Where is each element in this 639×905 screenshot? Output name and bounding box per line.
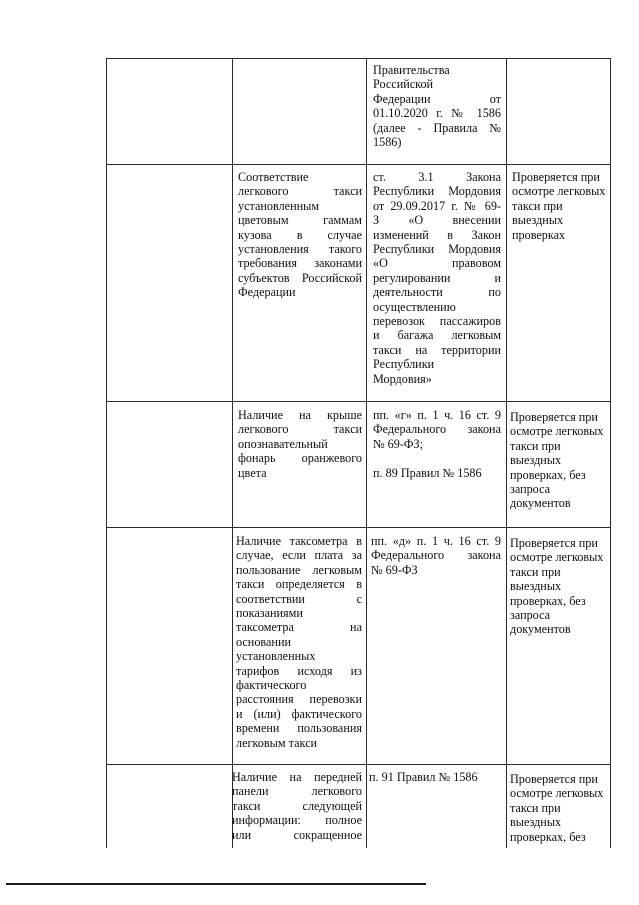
text-line: кузова в случае <box>238 227 362 242</box>
text-line: Республики Мордовия <box>373 242 501 257</box>
table-border-top <box>106 58 611 59</box>
text-line: времени пользования <box>236 721 362 736</box>
text-line: такси при <box>510 564 561 579</box>
row5-criterion <box>232 770 362 842</box>
row3-method <box>510 410 608 511</box>
page-bottom-rule <box>6 883 426 885</box>
text-line: документов <box>510 622 571 637</box>
text-line: перевозок пассажиров <box>373 314 501 329</box>
text-line: установленных <box>236 649 316 664</box>
text-line: З «О внесении <box>373 213 501 228</box>
text-line: 1586) <box>373 135 402 150</box>
row2-criterion <box>238 170 362 300</box>
text-line: выездных <box>510 815 562 830</box>
text-line: Проверяется при <box>512 170 600 184</box>
text-line: и (или) фактического <box>236 706 362 721</box>
row-divider-3 <box>106 527 611 528</box>
row-divider-2 <box>106 401 611 402</box>
text-line: п. 89 Правил № 1586 <box>373 465 482 480</box>
text-line: Наличие на передней <box>232 770 362 784</box>
text-line: информации: полное <box>232 813 362 828</box>
text-line: Федерации <box>238 285 296 300</box>
text-line: субъектов Российской <box>238 270 362 285</box>
text-line: или сокращенное <box>232 827 362 842</box>
text-line: 01.10.2020 г. № 1586 <box>373 106 501 121</box>
text-line: Проверяется при <box>510 772 598 786</box>
row-divider-4 <box>106 764 611 765</box>
text-line: показаниями <box>236 606 303 621</box>
text-line: установленным <box>238 198 320 213</box>
text-line: Российской <box>373 77 434 92</box>
text-line: регулировании и <box>373 270 501 285</box>
text-line: цветовым гаммам <box>238 213 362 228</box>
text-line: Федерального закона <box>373 422 501 437</box>
text-line: Республики <box>373 357 435 372</box>
text-line: Республики Мордовия <box>373 184 501 199</box>
text-line: таксометра на <box>236 620 362 635</box>
text-line: основании <box>236 634 291 649</box>
text-line: расстояния перевозки <box>236 692 362 707</box>
row2-method <box>512 170 608 242</box>
text-line: осмотре легковых <box>512 184 606 199</box>
text-line: № 69-ФЗ <box>371 562 418 577</box>
text-line: Проверяется при <box>510 536 598 550</box>
text-line: проверках <box>512 227 566 242</box>
text-line: случае, если плата за <box>236 548 362 563</box>
text-line: деятельности по <box>373 285 501 300</box>
text-line: п. 91 Правил № 1586 <box>369 770 478 784</box>
text-line: такси при <box>510 438 561 453</box>
text-line: выездных <box>512 213 564 228</box>
text-line: такси при <box>510 800 561 815</box>
row3-legal-basis <box>373 408 501 480</box>
text-line: такси определяется в <box>236 577 362 592</box>
text-line: проверках, без <box>510 593 586 608</box>
text-line: запроса <box>510 482 551 497</box>
text-line: пп. «д» п. 1 ч. 16 ст. 9 <box>371 534 501 548</box>
text-line: Федерального закона <box>371 548 501 563</box>
text-line: осмотре легковых <box>510 424 604 439</box>
text-line: проверках, без <box>510 467 586 482</box>
text-line: осмотре легковых <box>510 550 604 565</box>
table-border-col2 <box>366 58 367 848</box>
text-line: требования законами <box>238 256 362 271</box>
text-line: соответствии с <box>236 591 362 606</box>
row2-legal-basis <box>373 170 501 386</box>
text-line: от 29.09.2017 г. № 69- <box>373 198 501 213</box>
text-line: пп. «г» п. 1 ч. 16 ст. 9 <box>373 408 501 422</box>
row3-criterion <box>238 408 362 480</box>
text-line: Правительства <box>373 63 450 77</box>
text-line: фонарь оранжевого <box>238 451 362 466</box>
text-line: панели легкового <box>232 784 362 799</box>
text-line: осмотре легковых <box>510 786 604 801</box>
text-line: Федерации от <box>373 91 501 106</box>
table-border-col1 <box>232 58 233 848</box>
table-border-col3 <box>506 58 507 848</box>
text-line: установления такого <box>238 242 362 257</box>
text-line: «О правовом <box>373 256 501 271</box>
text-line: изменений в Закон <box>373 227 501 242</box>
text-line: Наличие таксометра в <box>236 534 362 548</box>
text-line: проверках, без <box>510 829 586 844</box>
text-line: (далее - Правила № <box>373 120 501 135</box>
row1-legal-basis <box>373 63 501 149</box>
text-line: легкового такси <box>238 422 362 437</box>
row5-legal-basis <box>369 770 501 784</box>
row4-method <box>510 536 608 637</box>
text-line: такси на территории <box>373 342 501 357</box>
text-line: запроса <box>510 608 551 623</box>
text-line: осуществлению <box>373 299 456 314</box>
text-line: цвета <box>238 465 267 480</box>
text-line: документов <box>510 496 571 511</box>
text-line: опознавательный <box>238 436 328 451</box>
row4-criterion <box>236 534 362 750</box>
text-line: № 69-ФЗ; <box>373 436 424 451</box>
text-line: Проверяется при <box>510 410 598 424</box>
row4-legal-basis <box>371 534 501 577</box>
text-line: такси при <box>512 198 563 213</box>
text-line: и багажа легковым <box>373 328 501 343</box>
text-line: пользование легковым <box>236 562 362 577</box>
text-line: тарифов исходя из <box>236 663 362 678</box>
text-line: такси следующей <box>232 798 362 813</box>
text-line: Мордовия» <box>373 371 432 386</box>
text-line: фактического <box>236 678 307 693</box>
text-line: легкового такси <box>238 184 362 199</box>
row-divider-1 <box>106 164 611 165</box>
text-line: выездных <box>510 453 562 468</box>
text-line: Наличие на крыше <box>238 408 362 422</box>
row5-method <box>510 772 608 844</box>
text-line: выездных <box>510 579 562 594</box>
table-border-right <box>610 58 611 848</box>
text-line: ст. 3.1 Закона <box>373 170 501 184</box>
text-line: Соответствие <box>238 170 309 184</box>
table-border-left <box>106 58 107 848</box>
text-line: легковым такси <box>236 735 318 750</box>
